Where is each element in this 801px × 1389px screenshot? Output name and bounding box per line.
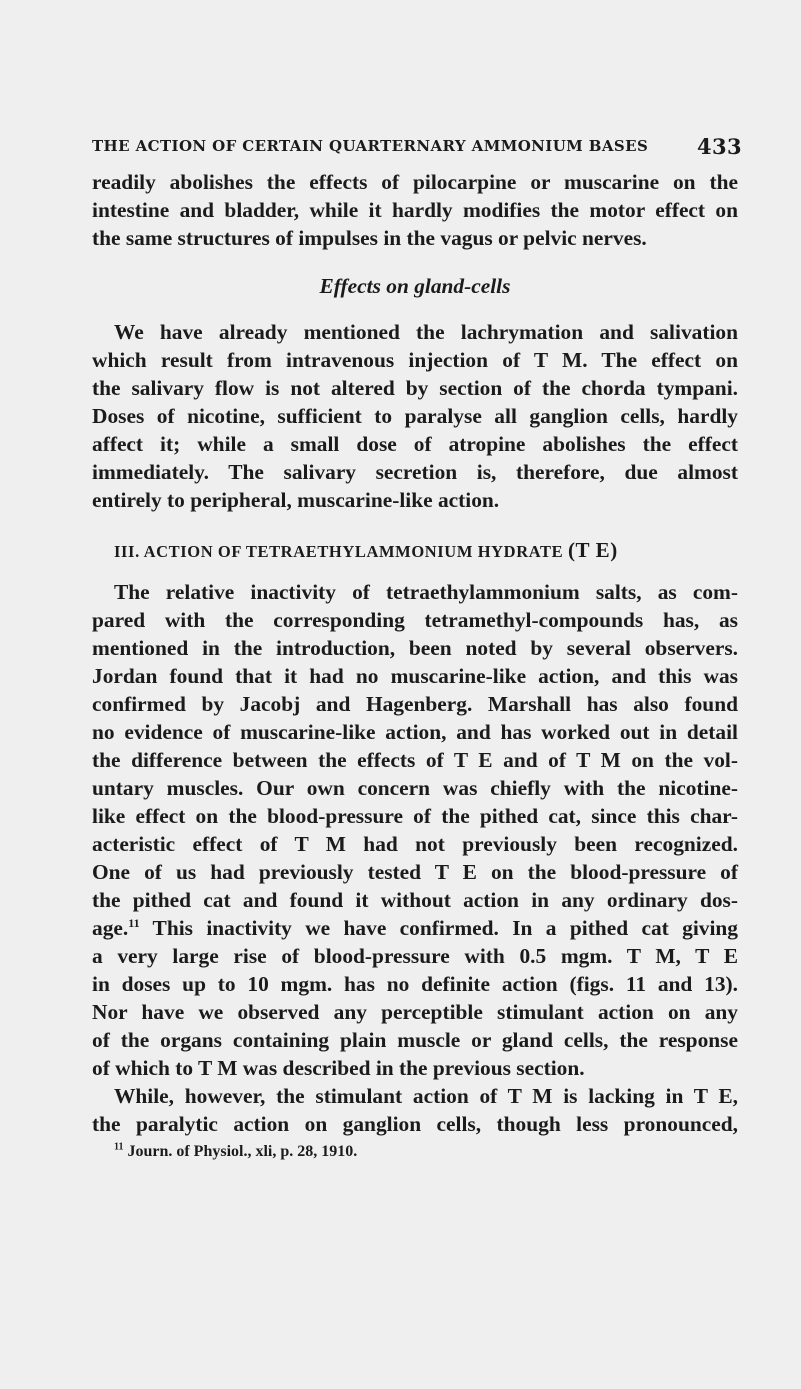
text-line: affect it; while a small dose of atropine abolishes the effect: [92, 432, 738, 456]
text-line: the pithed cat and found it without action in any ordinary dos-: [92, 888, 738, 912]
footnote: [92, 1140, 738, 1164]
text-line: One of us had previously tested T E on the blood-pressure of: [92, 860, 738, 884]
paragraph-tetraethyl: [92, 578, 738, 1082]
text-line: a very large rise of blood-pressure with 0.5 mgm. T M, T E: [92, 944, 738, 968]
paragraph-continuation: [92, 168, 738, 252]
text-line: entirely to peripheral, muscarine-like action.: [92, 488, 500, 512]
text-line: the paralytic action on ganglion cells, though less pronounced,: [92, 1112, 738, 1136]
text-line: no evidence of muscarine-like action, and has worked out in detail: [92, 720, 738, 744]
text-line: in doses up to 10 mgm. has no definite action (figs. 11 and 13).: [92, 972, 738, 996]
text-line: untary muscles. Our own concern was chiefly with the nicotine-: [92, 776, 738, 800]
text-line: of the organs containing plain muscle or gland cells, the response: [92, 1028, 738, 1052]
footnote-text: Journ. of Physiol., xli, p. 28, 1910.: [127, 1143, 358, 1160]
paragraph-while-however: [92, 1082, 738, 1138]
footnote-number: 11: [114, 1141, 124, 1153]
text-line: Doses of nicotine, sufficient to paralyse all ganglion cells, hardly: [92, 404, 738, 428]
text-line: The relative inactivity of tetraethylammonium salts, as com-: [114, 580, 738, 604]
text-line: which result from intravenous injection of T M. The effect on: [92, 348, 738, 372]
text-line: the same structures of impulses in the vagus or pelvic nerves.: [92, 226, 647, 250]
body-text: [92, 168, 738, 1164]
text-line: confirmed by Jacobj and Hagenberg. Marshall has also found: [92, 692, 738, 716]
text-fragment: This inactivity we have confirmed. In a pithed cat giving: [139, 916, 738, 940]
text-line: pared with the corresponding tetramethyl-compounds has, as: [92, 608, 738, 632]
footnote-reference: 11: [128, 915, 140, 930]
text-line-with-footnote: [92, 914, 738, 942]
text-line: Jordan found that it had no muscarine-like action, and this was: [92, 664, 738, 688]
text-line: While, however, the stimulant action of T M is lacking in T E,: [114, 1084, 738, 1108]
text-line: immediately. The salivary secretion is, therefore, due almost: [92, 460, 738, 484]
section-heading: [92, 536, 738, 566]
text-line: readily abolishes the effects of pilocarpine or muscarine on the: [92, 170, 738, 194]
page-number: 433: [696, 134, 742, 159]
text-line: the difference between the effects of T E and of T M on the vol-: [92, 748, 738, 772]
text-line: like effect on the blood-pressure of the pithed cat, since this char-: [92, 804, 738, 828]
text-line: the salivary flow is not altered by section of the chorda tympani.: [92, 376, 738, 400]
running-title: THE ACTION OF CERTAIN QUARTERNARY AMMONIUM BASES: [92, 137, 649, 155]
text-line: intestine and bladder, while it hardly modifies the motor effect on: [92, 198, 738, 222]
text-line: acteristic effect of T M had not previously been recognized.: [92, 832, 738, 856]
section-heading-abbrev: (T E): [567, 538, 618, 562]
text-line: mentioned in the introduction, been noted by several observers.: [92, 636, 738, 660]
text-line: of which to T M was described in the previous section.: [92, 1056, 585, 1080]
text-line: We have already mentioned the lachrymation and salivation: [114, 320, 738, 344]
subheading: Effects on gland-cells: [319, 274, 511, 298]
running-header: [92, 134, 742, 159]
text-line: Nor have we observed any perceptible stimulant action on any: [92, 1000, 738, 1024]
paragraph-gland-cells: [92, 318, 738, 514]
text-fragment: age.: [92, 916, 129, 940]
section-heading-text: III. ACTION OF TETRAETHYLAMMONIUM HYDRATE: [114, 542, 564, 561]
